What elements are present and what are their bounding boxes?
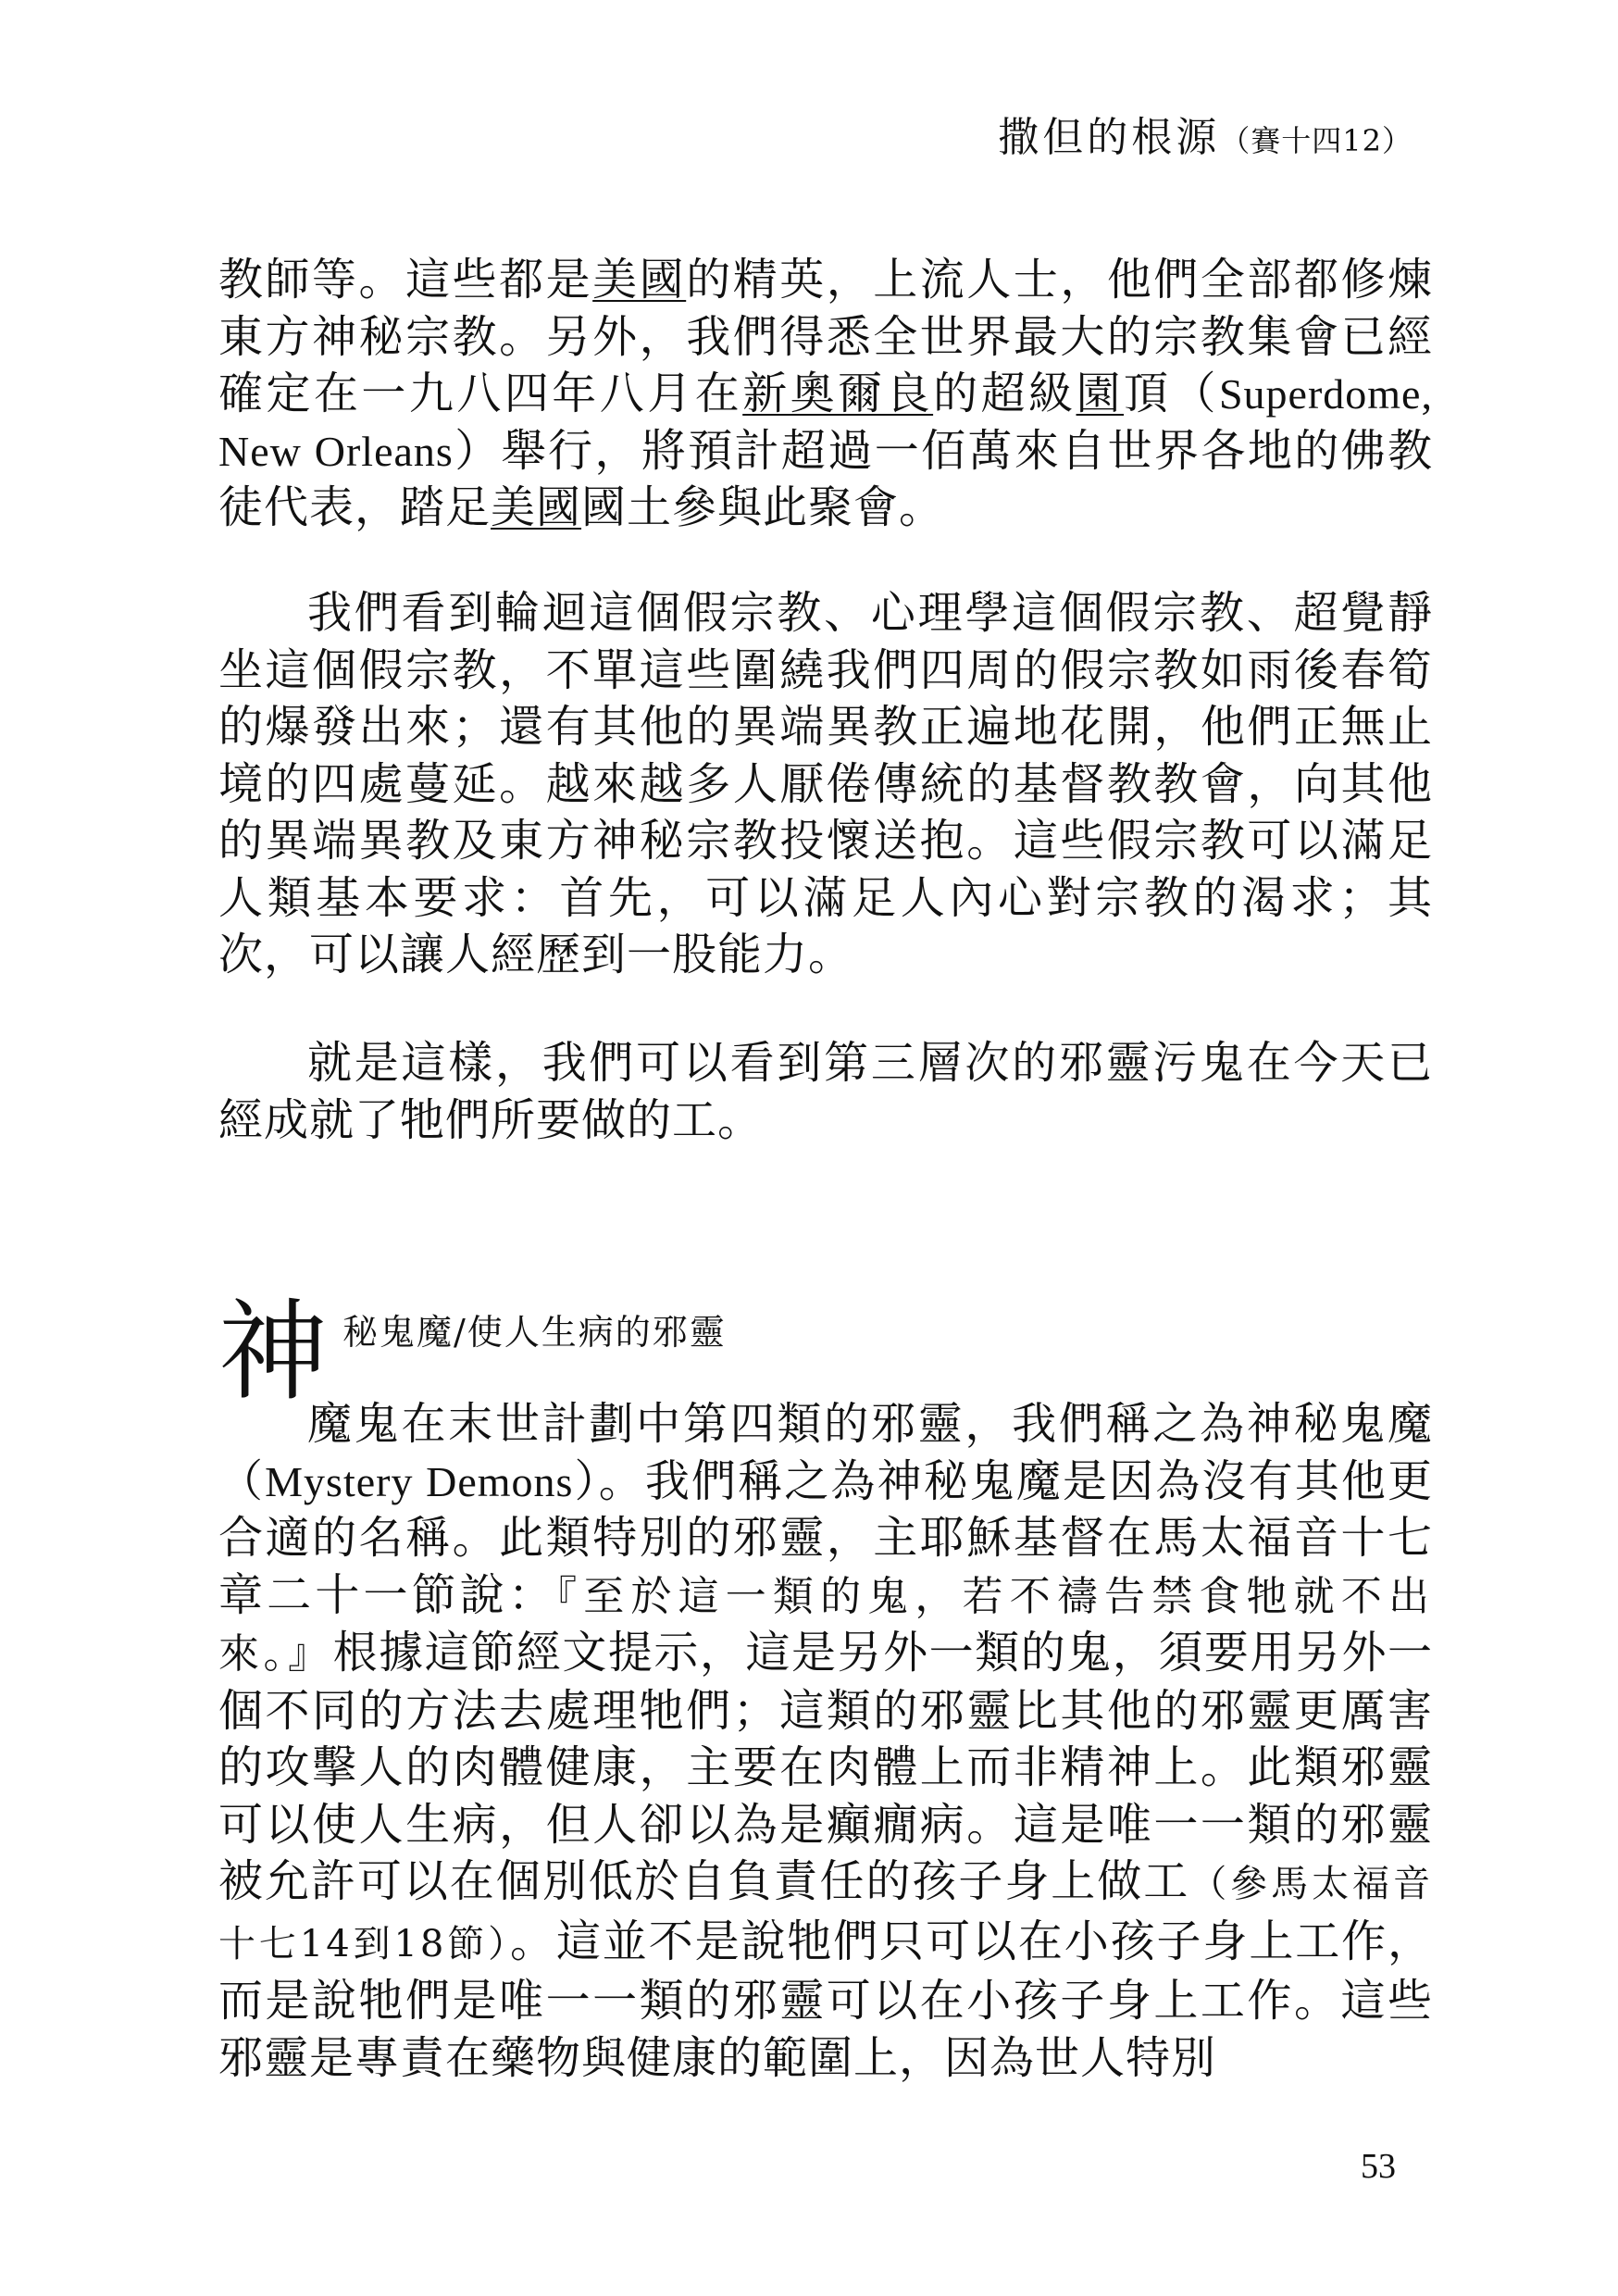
paragraph	[218, 585, 1433, 984]
paragraph	[218, 1035, 1433, 1149]
text-run: 我們看到輪迴這個假宗教、心理學這個假宗教、超覺靜坐這個假宗教，不單這些圍繞我們四周的假宗教如雨後春筍的爆發出來；還有其他的異端異教正遍地花開，他們正無止境的四處蔓延。越來越多人厭倦傳統的基督教教會，向其他的異端異教及東方神秘宗教投懷送抱。這些假宗教可以滿足人類基本要求：首先，可以滿足人內心對宗教的渴求；其次，可以讓人經歷到一股能力。	[218, 587, 1433, 980]
proper-noun-usa: 美國	[491, 481, 582, 533]
body-text-section	[218, 1396, 1433, 2087]
text-run: 教師等。這些都是	[218, 254, 593, 306]
text-run: 就是這樣，我們可以看到第三層次的邪靈污鬼在今天已經成就了牠們所要做的工。	[218, 1037, 1433, 1146]
proper-noun-new-orleans: 新奧爾良	[742, 368, 934, 419]
proper-noun-usa: 美國	[592, 254, 687, 306]
text-run: 根據這節經文提示，這是另外一類的鬼，須要用另外一個不同的方法去處理牠們；這類的邪靈比其他的邪靈更厲害的攻擊人的肉體健康，主要在肉體上而非精神上。此類邪靈可以使人生病，但人卻以為是癲癇病。這是唯一一類的邪靈被允許可以在個別低於自負責任的孩子身上做工	[218, 1627, 1433, 1907]
page-number: 53	[1361, 2147, 1396, 2186]
scripture-quote: 『至於這一類的鬼，若不禱告禁食牠就不出來。』	[218, 1572, 1433, 1678]
text-run: 的超級	[933, 368, 1077, 419]
latin-name-mystery-demons: Mystery Demons	[265, 1457, 574, 1505]
running-header	[998, 104, 1413, 163]
latin-name-superdome: Superdome, New Orleans	[218, 370, 1433, 475]
running-header-chapter-ref: （賽十四12）	[1220, 123, 1413, 158]
section-heading-text: 秘鬼魔/使人生病的邪靈	[342, 1312, 727, 1353]
proper-noun-dome: 園	[1076, 368, 1124, 419]
text-run: ）。我們稱之為神秘鬼魔是因為沒有其他更合適的名稱。此類特別的邪靈，主耶穌基督在馬太福音十七章二十一節說：	[218, 1454, 1433, 1621]
text-run: ）舉行，將預計超過一佰萬來自世界各地的佛教徒代表，踏足	[218, 424, 1433, 533]
body-text-middle	[218, 585, 1433, 984]
body-text-upper	[218, 252, 1433, 537]
running-header-title: 撒但的根源	[998, 114, 1221, 161]
text-run: 的精英，上流人士，他們全部都修煉東方神秘宗教。另外，我們得悉全世界最大的宗教集會已經確定在一九八四年八月在	[218, 254, 1433, 419]
drop-cap: 神	[218, 1288, 329, 1416]
paragraph	[218, 252, 1433, 537]
text-run: 。這並不是說牠們只可以在小孩子身上工作，而是說牠們是唯一一類的邪靈可以在小孩子身上工作。這些邪靈是專責在藥物與健康的範圍上，因為世人特別	[218, 1915, 1433, 2084]
text-run: 魔鬼在末世計劃中第四類的邪靈，我們稱之為神秘鬼魔（	[218, 1398, 1433, 1507]
text-run: 頂（	[1124, 368, 1219, 419]
scripture-reference: （參馬太福音十七14到18節）	[218, 1863, 1433, 1965]
text-run: 國土參與此聚會。	[581, 481, 945, 533]
paragraph	[218, 1396, 1433, 2087]
body-text-closing	[218, 1035, 1433, 1149]
